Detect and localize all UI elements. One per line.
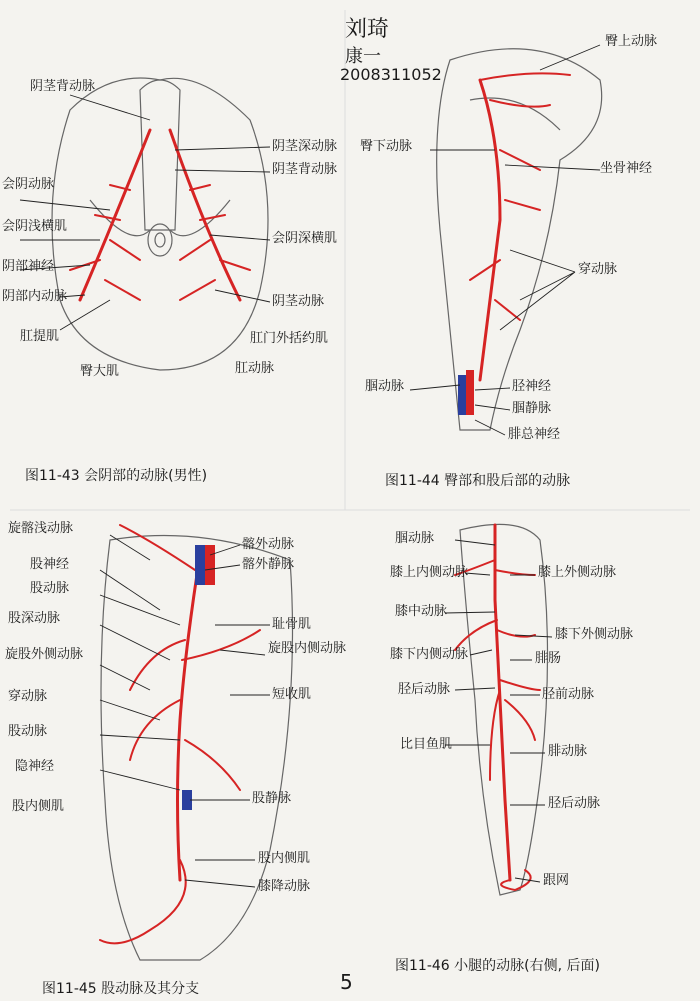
label: 阴部神经: [2, 259, 55, 274]
label: 膝下外侧动脉: [555, 627, 634, 642]
label: 穿动脉: [578, 262, 618, 277]
student-id: 2008311052: [340, 65, 442, 84]
label: 股静脉: [252, 791, 292, 806]
label: 阴茎背动脉: [30, 79, 96, 94]
label: 臀大肌: [80, 364, 120, 379]
label: 臀下动脉: [360, 139, 413, 154]
label: 短收肌: [272, 687, 312, 702]
label: 膝下内侧动脉: [390, 647, 469, 662]
class-name: 康一: [345, 46, 381, 67]
label: 胫后动脉: [548, 796, 601, 811]
figure-caption: 图11-44 臀部和股后部的动脉: [385, 473, 571, 489]
label: 跟网: [543, 873, 570, 888]
label: 胫前动脉: [542, 687, 595, 702]
label: 会阴动脉: [2, 177, 55, 192]
label: 股深动脉: [8, 611, 61, 626]
label: 阴茎动脉: [272, 294, 325, 309]
gluteal-drawing: [410, 45, 602, 435]
label: 髂外静脉: [242, 557, 295, 572]
label: 腘动脉: [365, 379, 405, 394]
label: 股动脉: [8, 724, 48, 739]
label: 臀上动脉: [605, 34, 658, 49]
label: 肛门外括约肌: [250, 331, 329, 346]
label: 肛提肌: [20, 329, 60, 344]
label: 腓总神经: [508, 427, 561, 442]
label: 比目鱼肌: [400, 737, 453, 752]
label: 膝中动脉: [395, 604, 448, 619]
label: 阴部内动脉: [2, 289, 68, 304]
label: 膝降动脉: [258, 879, 311, 894]
label: 肛动脉: [235, 361, 275, 376]
label: 坐骨神经: [600, 161, 653, 176]
label: 阴茎深动脉: [272, 139, 338, 154]
figure-caption: 图11-45 股动脉及其分支: [42, 981, 200, 997]
label: 胫后动脉: [398, 682, 451, 697]
label: 股神经: [30, 557, 70, 572]
label: 阴茎背动脉: [272, 162, 338, 177]
label: 穿动脉: [8, 689, 48, 704]
page-number: 5: [340, 970, 353, 994]
label: 腓动脉: [548, 744, 588, 759]
label: 股内侧肌: [258, 851, 311, 866]
label: 会阴浅横肌: [2, 219, 68, 234]
label: 旋股内侧动脉: [268, 641, 347, 656]
figure-caption: 图11-46 小腿的动脉(右侧, 后面): [395, 958, 600, 974]
label: 腘动脉: [395, 531, 435, 546]
label: 旋髂浅动脉: [8, 521, 74, 536]
label: 膝上外侧动脉: [538, 565, 617, 580]
label: 隐神经: [15, 759, 55, 774]
label: 膝上内侧动脉: [390, 565, 469, 580]
label: 股内侧肌: [12, 799, 65, 814]
femoral-drawing: [100, 525, 293, 960]
label: 旋股外侧动脉: [5, 647, 84, 662]
label: 腘静脉: [512, 401, 552, 416]
label: 髂外动脉: [242, 537, 295, 552]
label: 会阴深横肌: [272, 231, 338, 246]
label: 股动脉: [30, 581, 70, 596]
label: 腓肠: [535, 651, 562, 666]
label: 胫神经: [512, 379, 552, 394]
figure-caption: 图11-43 会阴部的动脉(男性): [25, 468, 208, 484]
label: 耻骨肌: [272, 617, 312, 632]
author-name: 刘琦: [345, 17, 390, 42]
